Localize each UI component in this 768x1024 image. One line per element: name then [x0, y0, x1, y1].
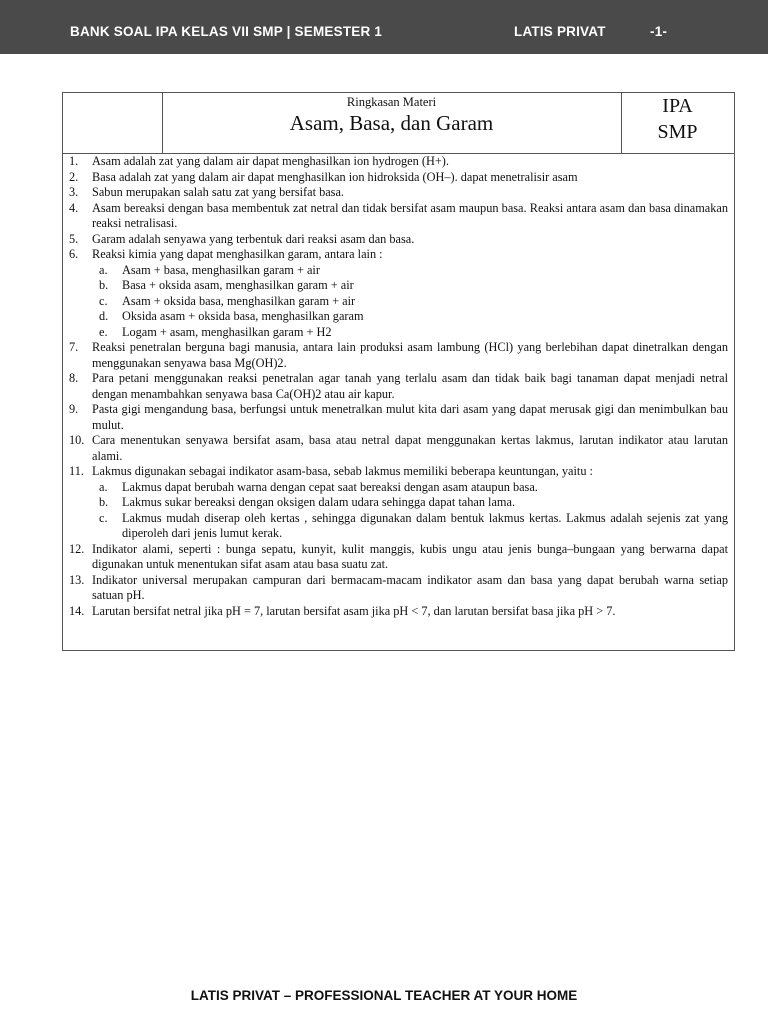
list-item-text: Sabun merupakan salah satu zat yang bersifat basa. [92, 185, 344, 199]
sub-list-text: Logam + asam, menghasilkan garam + H2 [122, 324, 332, 339]
sub-list-letter: c. [99, 510, 108, 525]
list-item-text: Pasta gigi mengandung basa, berfungsi untuk menetralkan mulut kita dari asam yang dapat merusak gigi dan menimbulkan bau mulut. [92, 402, 728, 432]
list-item [69, 170, 728, 186]
sub-list-text: Asam + basa, menghasilkan garam + air [122, 262, 320, 277]
sub-list-text: Asam + oksida basa, menghasilkan garam + air [122, 293, 356, 308]
sub-list-item [69, 263, 728, 279]
list-item [69, 340, 728, 371]
list-item-text: Indikator alami, seperti : bunga sepatu, kunyit, kulit manggis, kubis ungu atau jenis bunga–bungaan yang berwarna dapat digunakan untuk menentukan sifat asam atau basa suatu zat. [92, 541, 728, 571]
sub-list-letter: b. [99, 495, 109, 509]
summary-header-row [63, 93, 734, 154]
list-item-number: 3. [69, 185, 79, 199]
list-item-text: Asam adalah zat yang dalam air dapat menghasilkan ion hydrogen (H+). [92, 154, 449, 168]
sub-list-letter: b. [99, 278, 109, 292]
sub-list-letter: a. [99, 479, 108, 494]
sub-list-text: Lakmus dapat berubah warna dengan cepat saat bereaksi dengan asam ataupun basa. [122, 479, 538, 494]
list-item [69, 604, 728, 620]
sub-list-item [69, 480, 728, 496]
sub-list-text: Basa + oksida asam, menghasilkan garam + air [122, 278, 354, 292]
sub-list-letter: c. [99, 293, 108, 308]
summary-subtitle: Ringkasan Materi [346, 95, 437, 109]
header-subject-cell [621, 93, 734, 153]
sub-list-item [69, 294, 728, 310]
list-item [69, 201, 728, 232]
list-item-text: Reaksi kimia yang dapat menghasilkan garam, antara lain : [92, 247, 383, 261]
header-brand: LATIS PRIVAT [514, 24, 606, 39]
list-item-number: 6. [69, 247, 79, 261]
list-item [69, 232, 728, 248]
sub-list-item [69, 325, 728, 341]
list-item [69, 433, 728, 464]
page-footer: LATIS PRIVAT – PROFESSIONAL TEACHER AT YOUR HOME [190, 988, 578, 1003]
list-item-text: Asam bereaksi dengan basa membentuk zat netral dan tidak bersifat asam maupun basa. Reaksi antara asam dan basa dinamakan reaksi netralisasi. [92, 200, 728, 230]
list-item-text: Basa adalah zat yang dalam air dapat menghasilkan ion hidroksida (OH–). dapat menetralisir asam [92, 169, 578, 184]
list-item-number: 4. [69, 200, 79, 215]
list-item-number: 9. [69, 402, 79, 416]
header-title-cell [162, 93, 622, 153]
sub-list-item [69, 511, 728, 542]
sub-list-letter: a. [99, 262, 108, 277]
list-item-text: Para petani menggunakan reaksi penetralan agar tanah yang terlalu asam dan tidak baik bagi tanaman dapat menjadi netral dengan menambahkan senyawa basa Ca(OH)2 atau air kapur. [92, 371, 728, 401]
list-item-number: 8. [69, 371, 79, 385]
list-item-number: 14. [69, 603, 85, 618]
sub-list-item [69, 309, 728, 325]
list-item-text: Larutan bersifat netral jika pH = 7, larutan bersifat asam jika pH < 7, dan larutan bersifat basa jika pH > 7. [92, 603, 616, 618]
list-item-number: 7. [69, 340, 79, 354]
header-empty-cell [63, 93, 163, 153]
subject-label: IPA [662, 95, 693, 117]
list-item [69, 185, 728, 201]
header-title: BANK SOAL IPA KELAS VII SMP | SEMESTER 1 [70, 24, 383, 39]
list-item [69, 247, 728, 263]
summary-box [62, 92, 735, 651]
list-item-text: Garam adalah senyawa yang terbentuk dari reaksi asam dan basa. [92, 231, 415, 246]
page-number: -1- [650, 24, 668, 39]
list-item-number: 2. [69, 169, 79, 184]
list-item-number: 10. [69, 433, 85, 447]
list-item [69, 464, 728, 480]
list-item-text: Cara menentukan senyawa bersifat asam, basa atau netral dapat menggunakan kertas lakmus, larutan indikator atau larutan alami. [92, 433, 728, 463]
page-header [0, 0, 768, 54]
list-item [69, 542, 728, 573]
sub-list-text: Lakmus mudah diserap oleh kertas , sehingga digunakan dalam bentuk lakmus kertas. Lakmus adalah sejenis zat yang diperoleh dari jenis lumut kerak. [122, 510, 728, 540]
sub-list-item [69, 278, 728, 294]
list-item-number: 13. [69, 572, 85, 587]
list-item-number: 12. [69, 541, 85, 556]
list-item [69, 371, 728, 402]
sub-list-text: Lakmus sukar bereaksi dengan oksigen dalam udara sehingga dapat tahan lama. [122, 495, 516, 509]
level-label: SMP [657, 121, 698, 143]
list-item-text: Lakmus digunakan sebagai indikator asam-basa, sebab lakmus memiliki beberapa keuntungan, yaitu : [92, 464, 593, 478]
summary-title: Asam, Basa, dan Garam [289, 111, 494, 135]
list-item [69, 402, 728, 433]
list-item [69, 154, 728, 170]
list-item-number: 5. [69, 231, 79, 246]
sub-list-letter: e. [99, 324, 108, 339]
list-item-text: Reaksi penetralan berguna bagi manusia, antara lain produksi asam lambung (HCl) yang berlebihan dapat dinetralkan dengan menggunakan senyawa basa Mg(OH)2. [92, 340, 728, 370]
list-item-number: 11. [69, 464, 84, 478]
list-item [69, 573, 728, 604]
sub-list-letter: d. [99, 309, 109, 323]
sub-list-text: Oksida asam + oksida basa, menghasilkan garam [122, 309, 364, 323]
list-item-number: 1. [69, 154, 79, 168]
list-item-text: Indikator universal merupakan campuran dari bermacam-macam indikator asam dan basa yang dapat berubah warna setiap satuan pH. [92, 572, 728, 602]
summary-list [69, 154, 728, 619]
sub-list-item [69, 495, 728, 511]
